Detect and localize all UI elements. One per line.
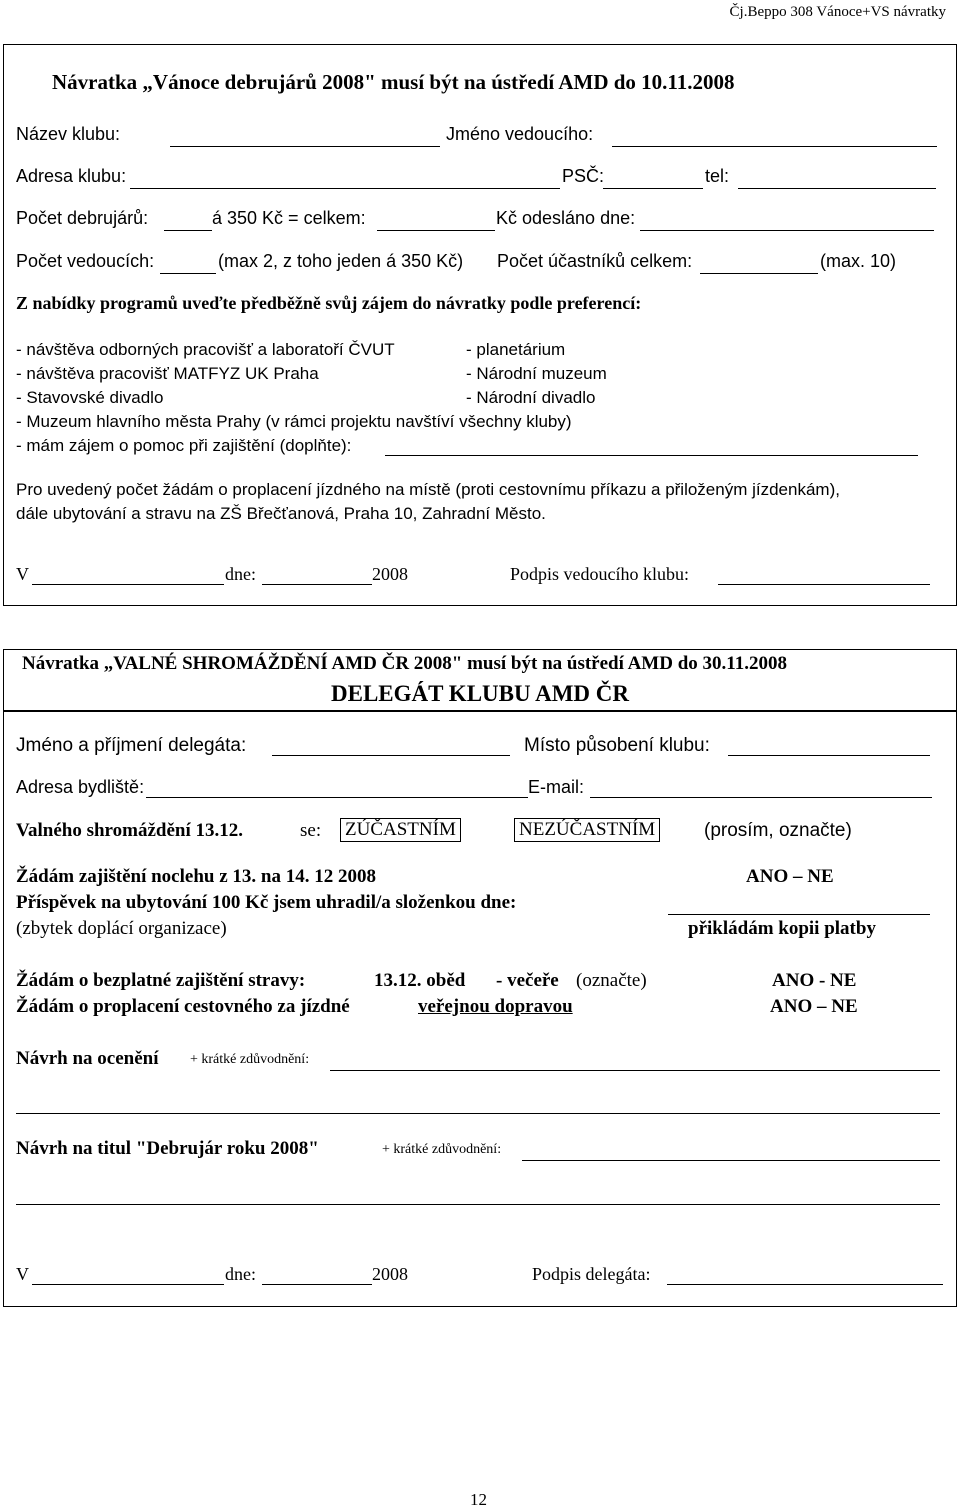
place-label: V — [16, 564, 29, 584]
program-right-3: - Národní divadlo — [466, 388, 596, 407]
delegate-signature-field[interactable] — [667, 1284, 943, 1285]
delegate-place-label: V — [16, 1264, 29, 1284]
workplace-field[interactable] — [728, 755, 930, 756]
participant-total-field[interactable] — [700, 273, 818, 274]
leader-count-label: Počet vedoucích: — [16, 251, 155, 271]
award-field-1[interactable] — [330, 1070, 940, 1071]
delegate-place-field[interactable] — [32, 1284, 224, 1285]
program-left-1: - návštěva odborných pracovišť a laboratoří ČVUT — [16, 340, 395, 359]
title-nomination-field-1[interactable] — [522, 1160, 940, 1161]
leader-note: (max 2, z toho jeden á 350 Kč) — [218, 251, 464, 271]
reimburse-line-1: Pro uvedený počet žádám o proplacení jízdného na místě (proti cestovnímu příkazu a přiloženým jízdenkám), — [16, 480, 840, 499]
leader-name-label: Jméno vedoucího: — [446, 124, 594, 144]
delegate-year-label: 2008 — [372, 1264, 408, 1284]
meals-mark-note: (označte) — [576, 970, 647, 991]
sent-on-field[interactable] — [640, 230, 934, 231]
remainder-note: (zbytek doplácí organizace) — [16, 918, 227, 939]
mark-note: (prosím, označte) — [704, 820, 852, 841]
participant-max-note: (max. 10) — [820, 251, 897, 271]
tel-label: tel: — [705, 166, 730, 186]
year-label: 2008 — [372, 564, 408, 584]
email-field[interactable] — [590, 797, 932, 798]
travel-label: Žádám o proplacení cestovného za jízdné — [16, 996, 350, 1017]
title-nomination-field-2[interactable] — [16, 1204, 940, 1205]
attend-option[interactable]: ZÚČASTNÍM — [340, 818, 461, 842]
award-field-2[interactable] — [16, 1113, 940, 1114]
travel-underlined: veřejnou dopravou — [418, 996, 573, 1017]
meals-answer[interactable]: ANO - NE — [772, 970, 857, 991]
award-label: Návrh na ocenění — [16, 1048, 159, 1069]
leader-name-field[interactable] — [612, 146, 937, 147]
delegate-name-label: Jméno a příjmení delegáta: — [16, 735, 247, 756]
lodging-payment: Příspěvek na ubytování 100 Kč jsem uhradil/a složenkou dne: — [16, 892, 517, 913]
leader-signature-label: Podpis vedoucího klubu: — [510, 564, 689, 584]
program-help: - mám zájem o pomoc při zajištění (doplňte): — [16, 436, 352, 455]
sent-on-label: Kč odesláno dne: — [496, 208, 636, 228]
psc-label: PSČ: — [562, 166, 605, 186]
debrujar-count-label: Počet debrujárů: — [16, 208, 149, 228]
place-field[interactable] — [32, 584, 224, 585]
club-address-field[interactable] — [130, 188, 560, 189]
price-total-label: á 350 Kč = celkem: — [212, 208, 366, 228]
delegate-date-field[interactable] — [262, 1284, 372, 1285]
workplace-label: Místo působení klubu: — [524, 735, 710, 756]
award-note: + krátké zdůvodnění: — [190, 1052, 310, 1067]
club-name-field[interactable] — [170, 146, 440, 147]
leader-signature-field[interactable] — [718, 584, 930, 585]
title-nomination-note: + krátké zdůvodnění: — [382, 1142, 502, 1157]
lodging-answer[interactable]: ANO – NE — [746, 866, 834, 887]
meals-dates: 13.12. oběd — [374, 970, 466, 991]
assembly-label: Valného shromáždění 13.12. — [16, 820, 243, 841]
date-field[interactable] — [262, 584, 372, 585]
attach-note: přikládám kopii platby — [688, 918, 876, 939]
program-left-3: - Stavovské divadlo — [16, 388, 164, 407]
travel-answer[interactable]: ANO – NE — [770, 996, 858, 1017]
program-right-1: - planetárium — [466, 340, 566, 359]
residence-address-label: Adresa bydliště: — [16, 777, 145, 797]
program-museum: - Muzeum hlavního města Prahy (v rámci projektu navštíví všechny kluby) — [16, 412, 572, 431]
residence-address-field[interactable] — [146, 797, 528, 798]
program-right-2: - Národní muzeum — [466, 364, 607, 383]
meals-label: Žádám o bezplatné zajištění stravy: — [16, 970, 306, 991]
program-left-2: - návštěva pracovišť MATFYZ UK Praha — [16, 364, 319, 383]
leader-count-field[interactable] — [160, 273, 216, 274]
not-attend-option[interactable]: NEZÚČASTNÍM — [514, 818, 660, 842]
debrujar-count-field[interactable] — [164, 230, 212, 231]
tel-field[interactable] — [738, 188, 936, 189]
meals-dinner: - večeře — [496, 970, 559, 991]
psc-field[interactable] — [603, 188, 703, 189]
se-label: se: — [300, 820, 322, 841]
delegate-name-field[interactable] — [272, 755, 510, 756]
price-total-field[interactable] — [377, 230, 495, 231]
form-assembly-subtitle: DELEGÁT KLUBU AMD ČR — [331, 681, 629, 706]
delegate-signature-label: Podpis delegáta: — [532, 1264, 651, 1284]
club-name-label: Název klubu: — [16, 124, 121, 144]
date-label: dne: — [225, 564, 256, 584]
form-christmas-title: Návratka „Vánoce debrujárů 2008" musí být na ústředí AMD do 10.11.2008 — [52, 70, 735, 94]
program-heading: Z nabídky programů uveďte předběžně svůj zájem do návratky podle preferencí: — [16, 293, 642, 313]
lodging-payment-field[interactable] — [668, 914, 930, 915]
lodging-request: Žádám zajištění noclehu z 13. na 14. 12 2008 — [16, 866, 376, 887]
page-number: 12 — [470, 1490, 487, 1509]
form-assembly-title: Návratka „VALNÉ SHROMÁŽDĚNÍ AMD ČR 2008" musí být na ústředí AMD do 30.11.2008 — [22, 653, 787, 674]
program-help-field[interactable] — [385, 455, 918, 456]
club-address-label: Adresa klubu: — [16, 166, 127, 186]
delegate-date-label: dne: — [225, 1264, 256, 1284]
document-reference: Čj.Beppo 308 Vánoce+VS návratky — [729, 4, 946, 20]
email-label: E-mail: — [528, 777, 585, 797]
participant-total-label: Počet účastníků celkem: — [497, 251, 693, 271]
reimburse-line-2: dále ubytování a stravu na ZŠ Břečťanová, Praha 10, Zahradní Město. — [16, 504, 546, 523]
title-nomination-label: Návrh na titul "Debrujár roku 2008" — [16, 1138, 319, 1159]
